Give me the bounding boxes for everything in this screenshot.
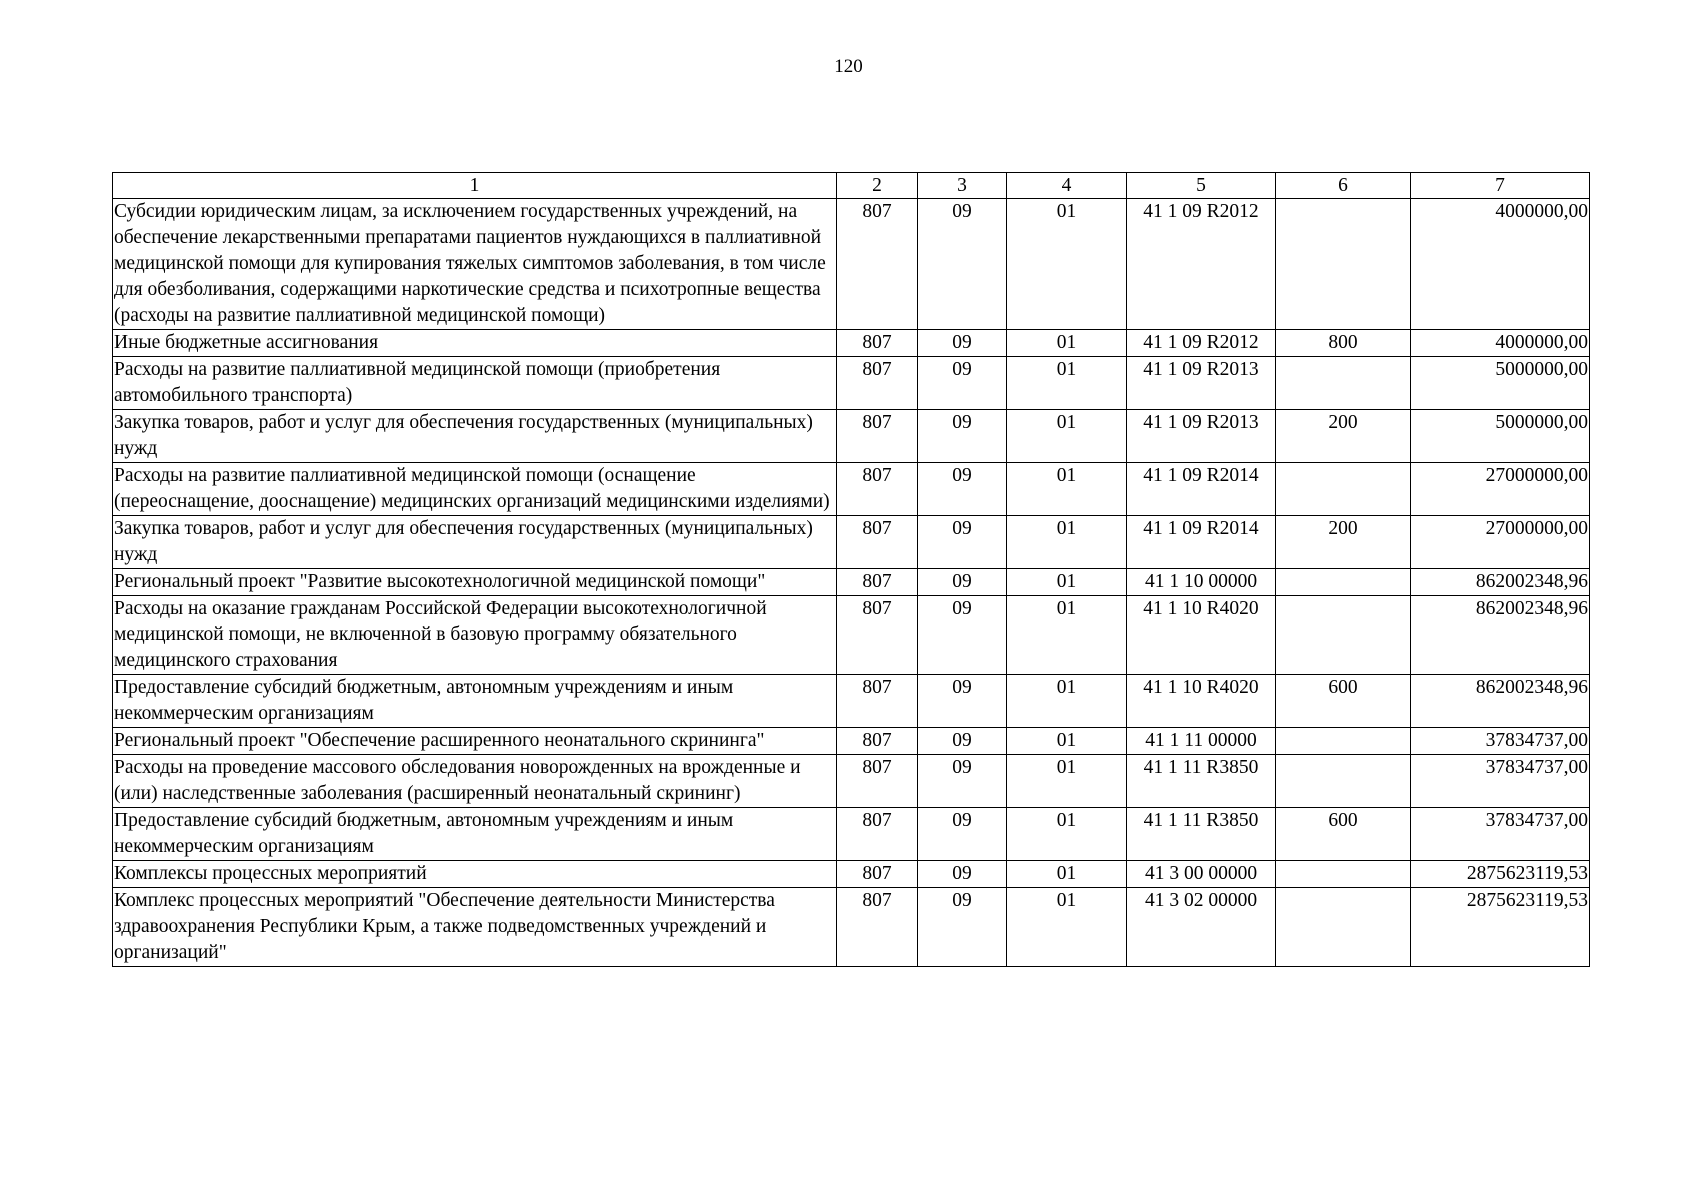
row-expense-type bbox=[1276, 357, 1411, 410]
row-grbs-code: 807 bbox=[837, 357, 918, 410]
table-row bbox=[113, 596, 1590, 675]
row-description: Предоставление субсидий бюджетным, автономным учреждениям и иным некоммерческим организациям bbox=[113, 675, 837, 728]
row-grbs-code: 807 bbox=[837, 569, 918, 596]
row-amount: 5000000,00 bbox=[1411, 410, 1590, 463]
row-grbs-code: 807 bbox=[837, 728, 918, 755]
row-subsection-code: 01 bbox=[1007, 516, 1127, 569]
row-amount: 862002348,96 bbox=[1411, 675, 1590, 728]
row-grbs-code: 807 bbox=[837, 596, 918, 675]
row-subsection-code: 01 bbox=[1007, 199, 1127, 330]
table-row bbox=[113, 755, 1590, 808]
row-target-article: 41 3 02 00000 bbox=[1127, 888, 1276, 967]
row-target-article: 41 1 10 R4020 bbox=[1127, 596, 1276, 675]
row-section-code: 09 bbox=[918, 569, 1007, 596]
row-section-code: 09 bbox=[918, 516, 1007, 569]
row-grbs-code: 807 bbox=[837, 755, 918, 808]
row-section-code: 09 bbox=[918, 675, 1007, 728]
row-expense-type: 200 bbox=[1276, 410, 1411, 463]
row-subsection-code: 01 bbox=[1007, 675, 1127, 728]
row-expense-type bbox=[1276, 728, 1411, 755]
row-description: Расходы на проведение массового обследования новорожденных на врожденные и (или) наследственные заболевания (расширенный неонатальный скрининг) bbox=[113, 755, 837, 808]
column-header: 6 bbox=[1276, 173, 1411, 199]
row-section-code: 09 bbox=[918, 596, 1007, 675]
row-expense-type: 600 bbox=[1276, 808, 1411, 861]
table-row bbox=[113, 199, 1590, 330]
table-row bbox=[113, 463, 1590, 516]
row-expense-type bbox=[1276, 569, 1411, 596]
column-header: 2 bbox=[837, 173, 918, 199]
row-target-article: 41 1 10 R4020 bbox=[1127, 675, 1276, 728]
table-row bbox=[113, 330, 1590, 357]
row-section-code: 09 bbox=[918, 728, 1007, 755]
row-subsection-code: 01 bbox=[1007, 888, 1127, 967]
row-section-code: 09 bbox=[918, 357, 1007, 410]
row-description: Иные бюджетные ассигнования bbox=[113, 330, 837, 357]
row-section-code: 09 bbox=[918, 861, 1007, 888]
header-row bbox=[113, 173, 1590, 199]
budget-table bbox=[112, 172, 1590, 967]
row-grbs-code: 807 bbox=[837, 199, 918, 330]
table-body bbox=[113, 199, 1590, 967]
row-expense-type bbox=[1276, 755, 1411, 808]
row-description: Комплексы процессных мероприятий bbox=[113, 861, 837, 888]
row-grbs-code: 807 bbox=[837, 861, 918, 888]
row-target-article: 41 1 11 R3850 bbox=[1127, 808, 1276, 861]
row-subsection-code: 01 bbox=[1007, 755, 1127, 808]
row-expense-type bbox=[1276, 463, 1411, 516]
row-description: Расходы на развитие паллиативной медицинской помощи (приобретения автомобильного транспорта) bbox=[113, 357, 837, 410]
row-subsection-code: 01 bbox=[1007, 357, 1127, 410]
row-amount: 27000000,00 bbox=[1411, 463, 1590, 516]
row-description: Субсидии юридическим лицам, за исключением государственных учреждений, на обеспечение лекарственными препаратами пациентов нуждающихся в паллиативной медицинской помощи для купирования тяжелых симптомов заболевания, в том числе для обезболивания, содержащими наркотические средства и психотропные вещества (расходы на развитие паллиативной медицинской помощи) bbox=[113, 199, 837, 330]
row-subsection-code: 01 bbox=[1007, 596, 1127, 675]
row-grbs-code: 807 bbox=[837, 410, 918, 463]
row-target-article: 41 1 11 R3850 bbox=[1127, 755, 1276, 808]
row-expense-type: 200 bbox=[1276, 516, 1411, 569]
row-expense-type bbox=[1276, 199, 1411, 330]
row-target-article: 41 1 09 R2012 bbox=[1127, 199, 1276, 330]
column-header: 7 bbox=[1411, 173, 1590, 199]
row-amount: 862002348,96 bbox=[1411, 569, 1590, 596]
row-expense-type: 600 bbox=[1276, 675, 1411, 728]
row-section-code: 09 bbox=[918, 808, 1007, 861]
row-description: Расходы на оказание гражданам Российской Федерации высокотехнологичной медицинской помощи, не включенной в базовую программу обязательного медицинского страхования bbox=[113, 596, 837, 675]
row-description: Закупка товаров, работ и услуг для обеспечения государственных (муниципальных) нужд bbox=[113, 516, 837, 569]
row-amount: 37834737,00 bbox=[1411, 755, 1590, 808]
row-amount: 4000000,00 bbox=[1411, 199, 1590, 330]
table-row bbox=[113, 516, 1590, 569]
table-row bbox=[113, 357, 1590, 410]
row-grbs-code: 807 bbox=[837, 808, 918, 861]
column-header: 1 bbox=[113, 173, 837, 199]
table-row bbox=[113, 808, 1590, 861]
row-section-code: 09 bbox=[918, 888, 1007, 967]
row-description: Закупка товаров, работ и услуг для обеспечения государственных (муниципальных) нужд bbox=[113, 410, 837, 463]
row-description: Предоставление субсидий бюджетным, автономным учреждениям и иным некоммерческим организациям bbox=[113, 808, 837, 861]
row-subsection-code: 01 bbox=[1007, 808, 1127, 861]
table-row bbox=[113, 728, 1590, 755]
row-subsection-code: 01 bbox=[1007, 861, 1127, 888]
row-subsection-code: 01 bbox=[1007, 463, 1127, 516]
row-description: Региональный проект "Обеспечение расширенного неонатального скрининга" bbox=[113, 728, 837, 755]
row-expense-type bbox=[1276, 861, 1411, 888]
row-description: Комплекс процессных мероприятий "Обеспечение деятельности Министерства здравоохранения Республики Крым, а также подведомственных учреждений и организаций" bbox=[113, 888, 837, 967]
table-row bbox=[113, 888, 1590, 967]
table-row bbox=[113, 861, 1590, 888]
row-description: Расходы на развитие паллиативной медицинской помощи (оснащение (переоснащение, дооснащение) медицинских организаций медицинскими изделиями) bbox=[113, 463, 837, 516]
row-expense-type: 800 bbox=[1276, 330, 1411, 357]
table-row bbox=[113, 675, 1590, 728]
row-amount: 2875623119,53 bbox=[1411, 861, 1590, 888]
row-expense-type bbox=[1276, 888, 1411, 967]
row-grbs-code: 807 bbox=[837, 330, 918, 357]
row-amount: 862002348,96 bbox=[1411, 596, 1590, 675]
table-row bbox=[113, 410, 1590, 463]
row-target-article: 41 3 00 00000 bbox=[1127, 861, 1276, 888]
row-grbs-code: 807 bbox=[837, 463, 918, 516]
page-number: 120 bbox=[834, 56, 863, 77]
row-section-code: 09 bbox=[918, 755, 1007, 808]
row-amount: 37834737,00 bbox=[1411, 808, 1590, 861]
row-section-code: 09 bbox=[918, 330, 1007, 357]
column-header: 5 bbox=[1127, 173, 1276, 199]
table-row bbox=[113, 569, 1590, 596]
row-target-article: 41 1 09 R2012 bbox=[1127, 330, 1276, 357]
row-amount: 4000000,00 bbox=[1411, 330, 1590, 357]
row-target-article: 41 1 09 R2013 bbox=[1127, 357, 1276, 410]
row-amount: 27000000,00 bbox=[1411, 516, 1590, 569]
row-subsection-code: 01 bbox=[1007, 569, 1127, 596]
row-amount: 5000000,00 bbox=[1411, 357, 1590, 410]
row-target-article: 41 1 09 R2014 bbox=[1127, 463, 1276, 516]
row-amount: 2875623119,53 bbox=[1411, 888, 1590, 967]
row-section-code: 09 bbox=[918, 463, 1007, 516]
row-grbs-code: 807 bbox=[837, 516, 918, 569]
row-amount: 37834737,00 bbox=[1411, 728, 1590, 755]
row-subsection-code: 01 bbox=[1007, 330, 1127, 357]
row-subsection-code: 01 bbox=[1007, 410, 1127, 463]
row-target-article: 41 1 09 R2013 bbox=[1127, 410, 1276, 463]
row-target-article: 41 1 10 00000 bbox=[1127, 569, 1276, 596]
row-grbs-code: 807 bbox=[837, 675, 918, 728]
row-grbs-code: 807 bbox=[837, 888, 918, 967]
row-description: Региональный проект "Развитие высокотехнологичной медицинской помощи" bbox=[113, 569, 837, 596]
column-header: 3 bbox=[918, 173, 1007, 199]
row-target-article: 41 1 11 00000 bbox=[1127, 728, 1276, 755]
row-section-code: 09 bbox=[918, 410, 1007, 463]
row-expense-type bbox=[1276, 596, 1411, 675]
row-target-article: 41 1 09 R2014 bbox=[1127, 516, 1276, 569]
row-section-code: 09 bbox=[918, 199, 1007, 330]
column-header: 4 bbox=[1007, 173, 1127, 199]
row-subsection-code: 01 bbox=[1007, 728, 1127, 755]
